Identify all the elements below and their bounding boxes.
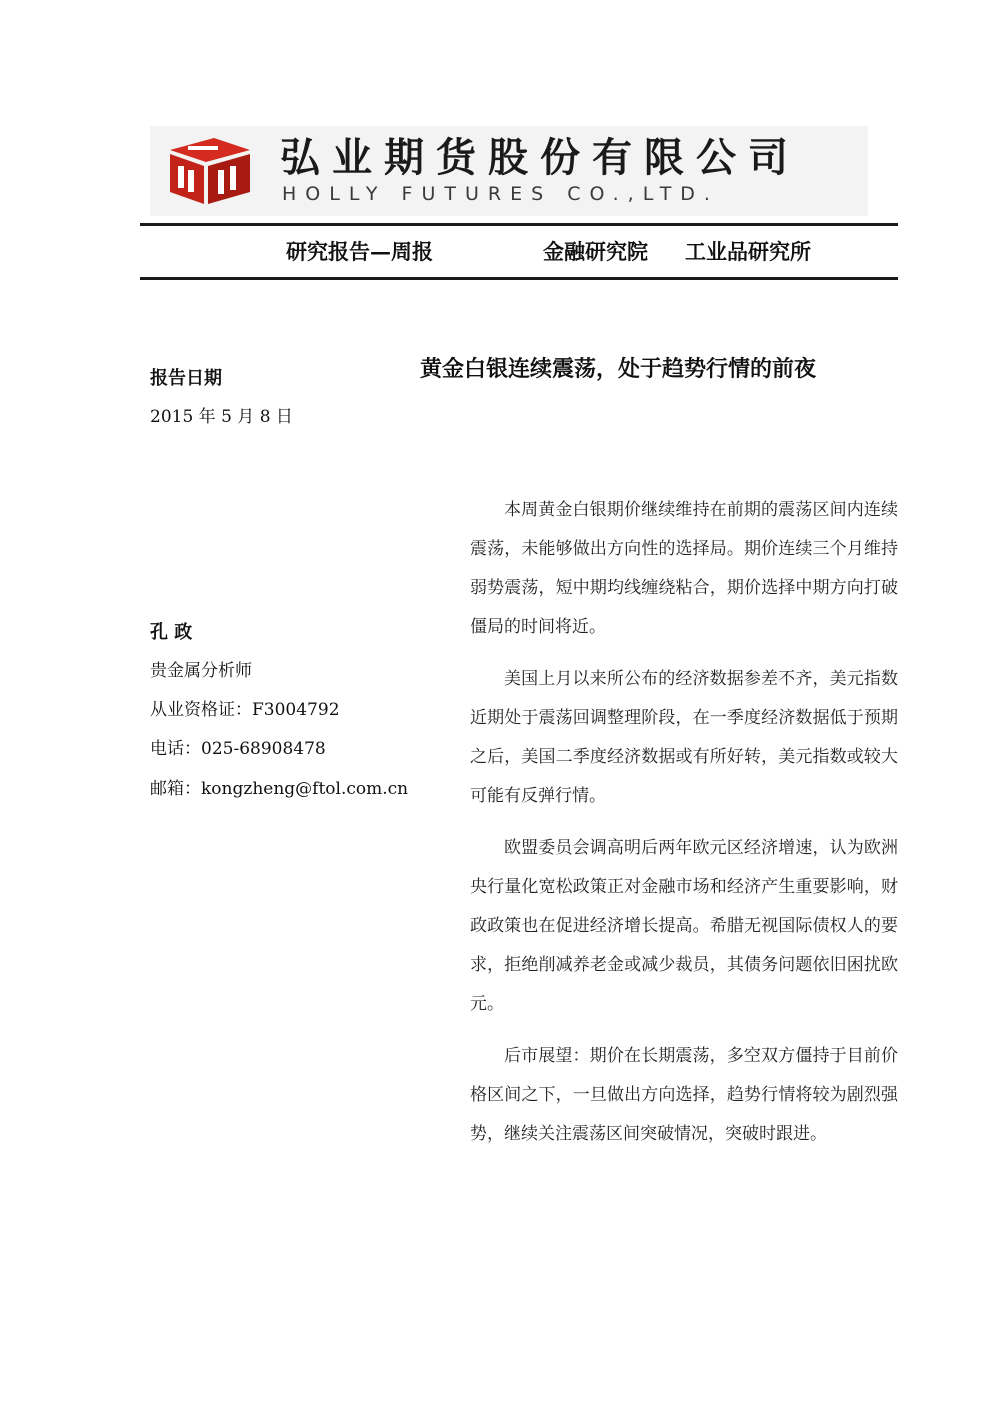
author-name: 孔 政 [150,622,193,643]
body-paragraph: 美国上月以来所公布的经济数据参差不齐，美元指数近期处于震荡回调整理阶段，在一季度经济数据低于预期之后，美国二季度经济数据或有所好转，美元指数或较大可能有反弹行情。 [470,669,898,806]
header-top-rule [140,223,898,226]
institute-name: 金融研究院 [543,239,648,264]
department-name: 工业品研究所 [685,239,811,264]
author-phone: 电话：025-68908478 [150,739,326,759]
header-bottom-rule [140,277,898,280]
company-logo-banner [150,126,868,216]
company-name-cn: 弘业期货股份有限公司 [280,135,800,181]
report-type: 研究报告—周报 [286,239,433,264]
report-date-value: 2015 年 5 月 8 日 [150,407,293,427]
author-license: 从业资格证：F3004792 [150,700,340,720]
company-name-en: HOLLY FUTURES CO.,LTD. [282,183,719,205]
author-title: 贵金属分析师 [150,661,252,681]
body-paragraph: 后市展望：期价在长期震荡，多空双方僵持于目前价格区间之下，一旦做出方向选择，趋势行情将较为剧烈强势，继续关注震荡区间突破情况，突破时跟进。 [470,1046,898,1144]
body-paragraph: 欧盟委员会调高明后两年欧元区经济增速，认为欧洲央行量化宽松政策正对金融市场和经济产生重要影响，财政政策也在促进经济增长提高。希腊无视国际债权人的要求，拒绝削减养老金或减少裁员，其债务问题依旧困扰欧元。 [470,838,898,1014]
company-logo-icon [166,136,252,206]
report-title: 黄金白银连续震荡，处于趋势行情的前夜 [420,356,817,382]
body-paragraph: 本周黄金白银期价继续维持在前期的震荡区间内连续震荡，未能够做出方向性的选择局。期价连续三个月维持弱势震荡，短中期均线缠绕粘合，期价选择中期方向打破僵局的时间将近。 [470,500,898,637]
author-email: 邮箱：kongzheng@ftol.com.cn [150,779,409,799]
report-date-label: 报告日期 [150,368,222,389]
report-body [470,491,898,1167]
